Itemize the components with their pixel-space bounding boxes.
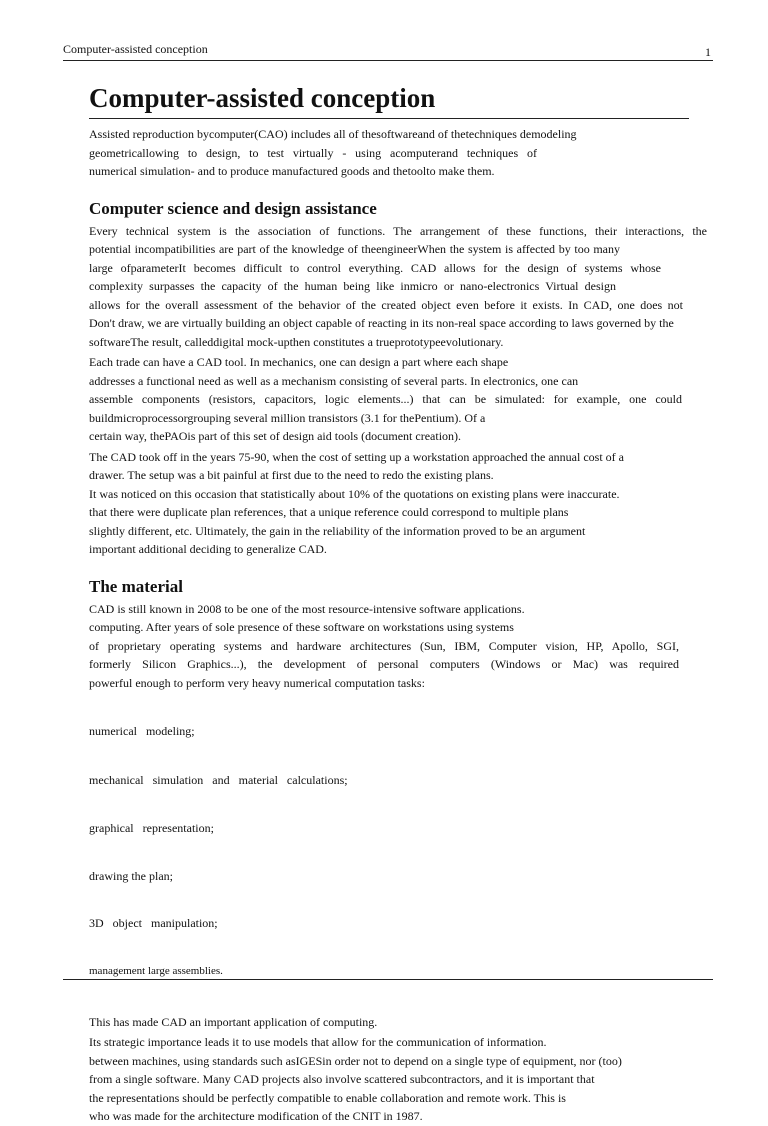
- list-item: management large assemblies.: [89, 965, 223, 977]
- text-line: of proprietary operating systems and hardware architectures (Sun, IBM, Computer vision, HP, Apollo, SGI,: [89, 638, 679, 653]
- text-line: formerly Silicon Graphics...), the development of personal computers (Windows or Mac) was required: [89, 657, 679, 671]
- paragraph: [89, 448, 707, 559]
- text-line: It was noticed on this occasion that statistically about 10% of the quotations on existing plans were inaccurate.: [89, 486, 620, 501]
- paragraph: [89, 600, 707, 693]
- text-line: who was made for the architecture modification of the CNIT in 1987.: [89, 1109, 423, 1123]
- text-line: addresses a functional need as well as a mechanism consisting of several parts. In electronics, one can: [89, 373, 579, 388]
- list-item: drawing the plan;: [89, 868, 173, 883]
- paragraph: [89, 353, 707, 446]
- text-line: The CAD took off in the years 75-90, when the cost of setting up a workstation approached the annual cost of a: [89, 449, 624, 464]
- text-line: powerful enough to perform very heavy numerical computation tasks:: [89, 675, 425, 690]
- text-line: slightly different, etc. Ultimately, the gain in the reliability of the information proved to be an argument: [89, 523, 586, 538]
- document-title: Computer-assisted conception: [89, 82, 689, 119]
- text-line: important additional deciding to generalize CAD.: [89, 542, 327, 556]
- text-line: between machines, using standards such asIGESin order not to depend on a single type of equipment, nor (too): [89, 1053, 622, 1068]
- text-line: softwareThe result, calleddigital mock-upthen constitutes a trueprototypeevolutionary.: [89, 334, 504, 349]
- text-line: drawer. The setup was a bit painful at first due to the need to redo the existing plans.: [89, 468, 494, 482]
- footer-divider: [63, 979, 713, 980]
- text-line: buildmicroprocessorgrouping several million transistors (3.1 for thePentium). Of a: [89, 410, 486, 425]
- text-line: Each trade can have a CAD tool. In mechanics, one can design a part where each shape: [89, 355, 509, 369]
- text-line: Don't draw, we are virtually building an object capable of reacting in its non-real space according to laws governed by the: [89, 316, 674, 330]
- text-line: numerical simulation- and to produce manufactured goods and thetoolto make them.: [89, 164, 495, 178]
- text-line: This has made CAD an important application of computing.: [89, 1014, 378, 1029]
- page-number: 1: [705, 45, 711, 59]
- text-line: large ofparameterIt becomes difficult to control everything. CAD allows for the design of systems whose: [89, 260, 661, 275]
- running-header-title: Computer-assisted conception: [63, 42, 208, 56]
- intro-paragraph: [89, 125, 707, 181]
- text-line: computing. After years of sole presence of these software on workstations using systems: [89, 620, 514, 634]
- text-line: assemble components (resistors, capacitors, logic elements...) that can be simulated: for example, one could: [89, 392, 682, 406]
- section-heading-cs-design: Computer science and design assistance: [89, 198, 377, 218]
- list-item: 3D object manipulation;: [89, 915, 218, 930]
- text-line: the representations should be perfectly compatible to enable collaboration and remote work. This is: [89, 1090, 566, 1105]
- running-header: [63, 42, 713, 61]
- text-line: CAD is still known in 2008 to be one of the most resource-intensive software applications.: [89, 601, 525, 616]
- bullet-list: [89, 692, 707, 1011]
- list-item: numerical modeling;: [89, 724, 195, 738]
- text-line: Every technical system is the association of functions. The arrangement of these functions, their interactions, the: [89, 223, 707, 238]
- list-item: graphical representation;: [89, 821, 214, 835]
- text-line: that there were duplicate plan references, that a unique reference could correspond to multiple plans: [89, 505, 569, 519]
- document-body: [89, 82, 707, 1126]
- text-line: Assisted reproduction bycomputer(CAO) includes all of thesoftwareand of thetechniques demodeling: [89, 127, 577, 141]
- text-line: allows for the overall assessment of the behavior of the created object even before it exists. In CAD, one does not: [89, 297, 683, 312]
- text-line: complexity surpasses the capacity of the human being like inmicro or nano-electronics Virtual design: [89, 279, 616, 293]
- section-heading-material: The material: [89, 576, 183, 596]
- list-item: mechanical simulation and material calculations;: [89, 772, 348, 787]
- text-line: geometricallowing to design, to test virtually - using acomputerand techniques of: [89, 145, 537, 160]
- paragraph: [89, 222, 707, 352]
- text-line: certain way, thePAOis part of this set of design aid tools (document creation).: [89, 429, 462, 443]
- text-line: from a single software. Many CAD projects also involve scattered subcontractors, and it is important that: [89, 1072, 595, 1086]
- paragraph: [89, 1033, 707, 1126]
- text-line: Its strategic importance leads it to use models that allow for the communication of information.: [89, 1035, 547, 1049]
- text-line: potential incompatibilities are part of the knowledge of theengineerWhen the system is affected by too many: [89, 242, 620, 256]
- paragraph: [89, 1013, 707, 1032]
